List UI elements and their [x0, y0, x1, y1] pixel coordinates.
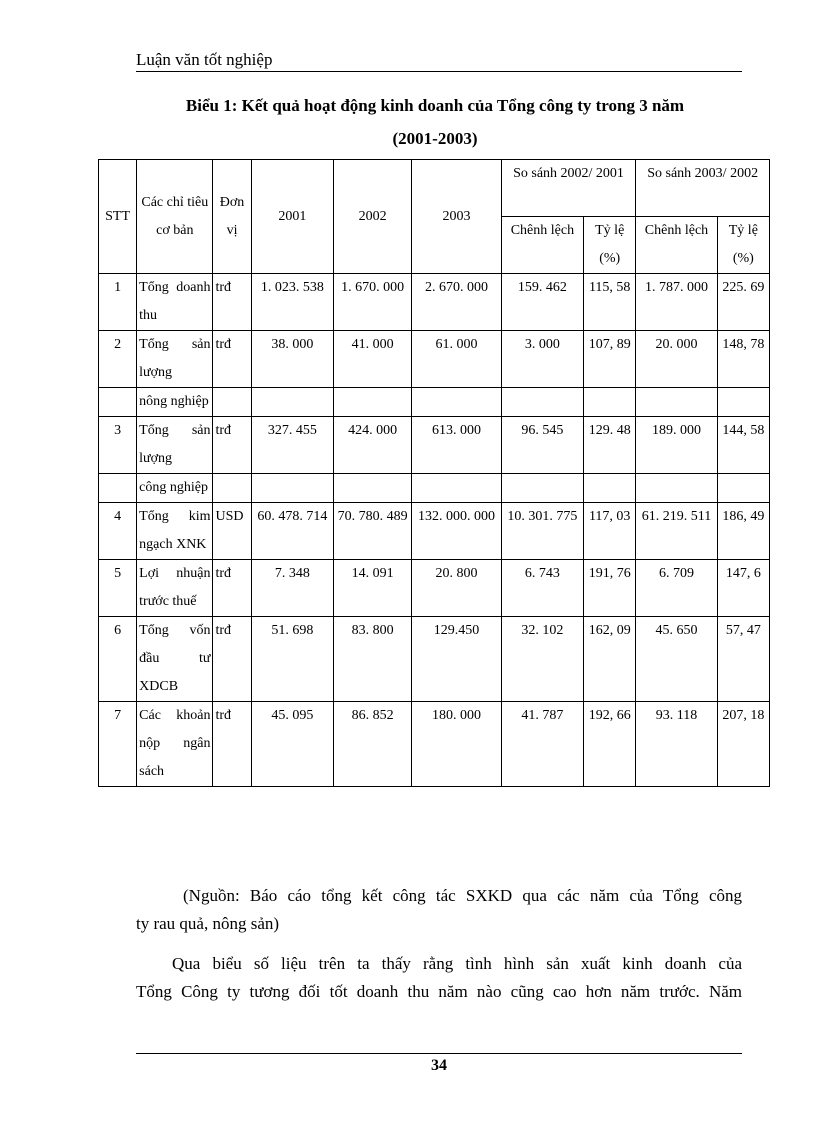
- source-note-line: (Nguồn: Báo cáo tổng kết công tác SXKD qua các năm của Tổng công: [183, 886, 742, 905]
- cell-difference-2: 93. 118: [636, 702, 717, 787]
- cell-ratio-2: 147, 6: [717, 560, 769, 617]
- cell-stt: 4: [99, 503, 137, 560]
- cell-2003: 2. 670. 000: [412, 274, 501, 331]
- cell-stt: [99, 388, 137, 417]
- cell-unit: USD: [213, 503, 251, 560]
- cell-ratio-2: 225. 69: [717, 274, 769, 331]
- cell-difference-1: [501, 388, 583, 417]
- cell-unit: [213, 474, 251, 503]
- cell-difference-1: 159. 462: [501, 274, 583, 331]
- paragraph-line: Qua biểu số liệu trên ta thấy rằng tình hình sản xuất kinh doanh của: [172, 954, 742, 973]
- cell-2001: 327. 455: [251, 417, 333, 474]
- cell-ratio-1: 117, 03: [584, 503, 636, 560]
- cell-2001: [251, 474, 333, 503]
- cell-difference-2: 61. 219. 511: [636, 503, 717, 560]
- cell-indicator: Tổng sản lượng: [137, 331, 213, 388]
- cell-ratio-2: 144, 58: [717, 417, 769, 474]
- cell-ratio-2: 186, 49: [717, 503, 769, 560]
- cell-2003: [412, 474, 501, 503]
- cell-difference-1: 96. 545: [501, 417, 583, 474]
- cell-2001: 60. 478. 714: [251, 503, 333, 560]
- cell-indicator: Tổng sản lượng: [137, 417, 213, 474]
- cell-2002: [334, 388, 412, 417]
- table-row: [99, 702, 770, 787]
- cell-ratio-1: 107, 89: [584, 331, 636, 388]
- cell-2001: 45. 095: [251, 702, 333, 787]
- cell-difference-2: [636, 474, 717, 503]
- cell-ratio-1: 115, 58: [584, 274, 636, 331]
- cell-unit: trđ: [213, 331, 251, 388]
- cell-stt: 7: [99, 702, 137, 787]
- cell-ratio-1: 129. 48: [584, 417, 636, 474]
- cell-ratio-1: 192, 66: [584, 702, 636, 787]
- header-compare-2003-2002: So sánh 2003/ 2002: [636, 160, 770, 217]
- cell-unit: [213, 388, 251, 417]
- cell-2003: 129.450: [412, 617, 501, 702]
- cell-2003: 613. 000: [412, 417, 501, 474]
- cell-2001: 1. 023. 538: [251, 274, 333, 331]
- header-difference-1: Chênh lệch: [501, 217, 583, 274]
- table-row: [99, 388, 770, 417]
- paragraph-line: Tổng Công ty tương đối tốt doanh thu năm nào cũng cao hơn năm trước. Năm: [136, 982, 742, 1001]
- cell-2002: 86. 852: [334, 702, 412, 787]
- cell-ratio-2: 207, 18: [717, 702, 769, 787]
- running-header: Luận văn tốt nghiệp: [136, 50, 273, 69]
- cell-2002: 1. 670. 000: [334, 274, 412, 331]
- table-title: Biểu 1: Kết quả hoạt động kinh doanh của Tổng công ty trong 3 năm: [185, 96, 685, 115]
- table-title-years: (2001-2003): [392, 129, 478, 148]
- cell-ratio-1: 162, 09: [584, 617, 636, 702]
- header-compare-2002-2001: So sánh 2002/ 2001: [501, 160, 636, 217]
- cell-difference-2: 189. 000: [636, 417, 717, 474]
- cell-ratio-2: [717, 388, 769, 417]
- table-row: [99, 417, 770, 474]
- cell-indicator: công nghiệp: [137, 474, 213, 503]
- table-row: [99, 274, 770, 331]
- cell-2001: [251, 388, 333, 417]
- cell-difference-1: 41. 787: [501, 702, 583, 787]
- cell-stt: 2: [99, 331, 137, 388]
- cell-2003: [412, 388, 501, 417]
- cell-ratio-1: [584, 388, 636, 417]
- page-number: 34: [431, 1057, 447, 1074]
- cell-indicator: Tổng vốn đầu tư XDCB: [137, 617, 213, 702]
- header-2002: 2002: [334, 160, 412, 274]
- cell-ratio-2: 148, 78: [717, 331, 769, 388]
- cell-stt: 6: [99, 617, 137, 702]
- cell-stt: 1: [99, 274, 137, 331]
- cell-unit: trđ: [213, 417, 251, 474]
- cell-difference-1: 32. 102: [501, 617, 583, 702]
- business-results-table: [98, 159, 770, 787]
- cell-2002: 14. 091: [334, 560, 412, 617]
- cell-2001: 51. 698: [251, 617, 333, 702]
- cell-indicator: nông nghiệp: [137, 388, 213, 417]
- cell-ratio-2: [717, 474, 769, 503]
- header-2003: 2003: [412, 160, 501, 274]
- header-ratio-1: Tỷ lệ (%): [584, 217, 636, 274]
- cell-ratio-2: 57, 47: [717, 617, 769, 702]
- cell-2002: 83. 800: [334, 617, 412, 702]
- cell-indicator: Lợi nhuận trước thuế: [137, 560, 213, 617]
- cell-2003: 180. 000: [412, 702, 501, 787]
- cell-2002: [334, 474, 412, 503]
- cell-unit: trđ: [213, 702, 251, 787]
- cell-2003: 20. 800: [412, 560, 501, 617]
- header-unit: Đơn vị: [213, 160, 251, 274]
- header-ratio-2: Tỷ lệ (%): [717, 217, 769, 274]
- source-note: [136, 882, 742, 938]
- cell-indicator: Tổng kim ngạch XNK: [137, 503, 213, 560]
- cell-2002: 424. 000: [334, 417, 412, 474]
- footer-divider: [136, 1053, 742, 1054]
- cell-2003: 61. 000: [412, 331, 501, 388]
- cell-difference-2: [636, 388, 717, 417]
- cell-difference-1: 10. 301. 775: [501, 503, 583, 560]
- cell-difference-2: 45. 650: [636, 617, 717, 702]
- cell-stt: 5: [99, 560, 137, 617]
- cell-unit: trđ: [213, 274, 251, 331]
- cell-2002: 41. 000: [334, 331, 412, 388]
- cell-indicator: Các khoản nộp ngân sách: [137, 702, 213, 787]
- cell-difference-1: 3. 000: [501, 331, 583, 388]
- header-difference-2: Chênh lệch: [636, 217, 717, 274]
- cell-2001: 38. 000: [251, 331, 333, 388]
- cell-unit: trđ: [213, 560, 251, 617]
- table-row: [99, 331, 770, 388]
- cell-difference-2: 20. 000: [636, 331, 717, 388]
- header-divider: [136, 71, 742, 72]
- cell-ratio-1: [584, 474, 636, 503]
- table-row: [99, 503, 770, 560]
- table-row: [99, 617, 770, 702]
- cell-2001: 7. 348: [251, 560, 333, 617]
- cell-difference-2: 6. 709: [636, 560, 717, 617]
- cell-difference-1: [501, 474, 583, 503]
- cell-2003: 132. 000. 000: [412, 503, 501, 560]
- source-note-line: ty rau quả, nông sản): [136, 914, 280, 933]
- cell-stt: 3: [99, 417, 137, 474]
- cell-difference-1: 6. 743: [501, 560, 583, 617]
- body-paragraph: [136, 950, 742, 1006]
- cell-indicator: Tổng doanh thu: [137, 274, 213, 331]
- table-row: [99, 474, 770, 503]
- table-header-row: [99, 160, 770, 217]
- header-2001: 2001: [251, 160, 333, 274]
- cell-stt: [99, 474, 137, 503]
- cell-difference-2: 1. 787. 000: [636, 274, 717, 331]
- cell-2002: 70. 780. 489: [334, 503, 412, 560]
- header-indicator: Các chỉ tiêu cơ bản: [137, 160, 213, 274]
- header-stt: STT: [99, 160, 137, 274]
- table-row: [99, 560, 770, 617]
- cell-ratio-1: 191, 76: [584, 560, 636, 617]
- cell-unit: trđ: [213, 617, 251, 702]
